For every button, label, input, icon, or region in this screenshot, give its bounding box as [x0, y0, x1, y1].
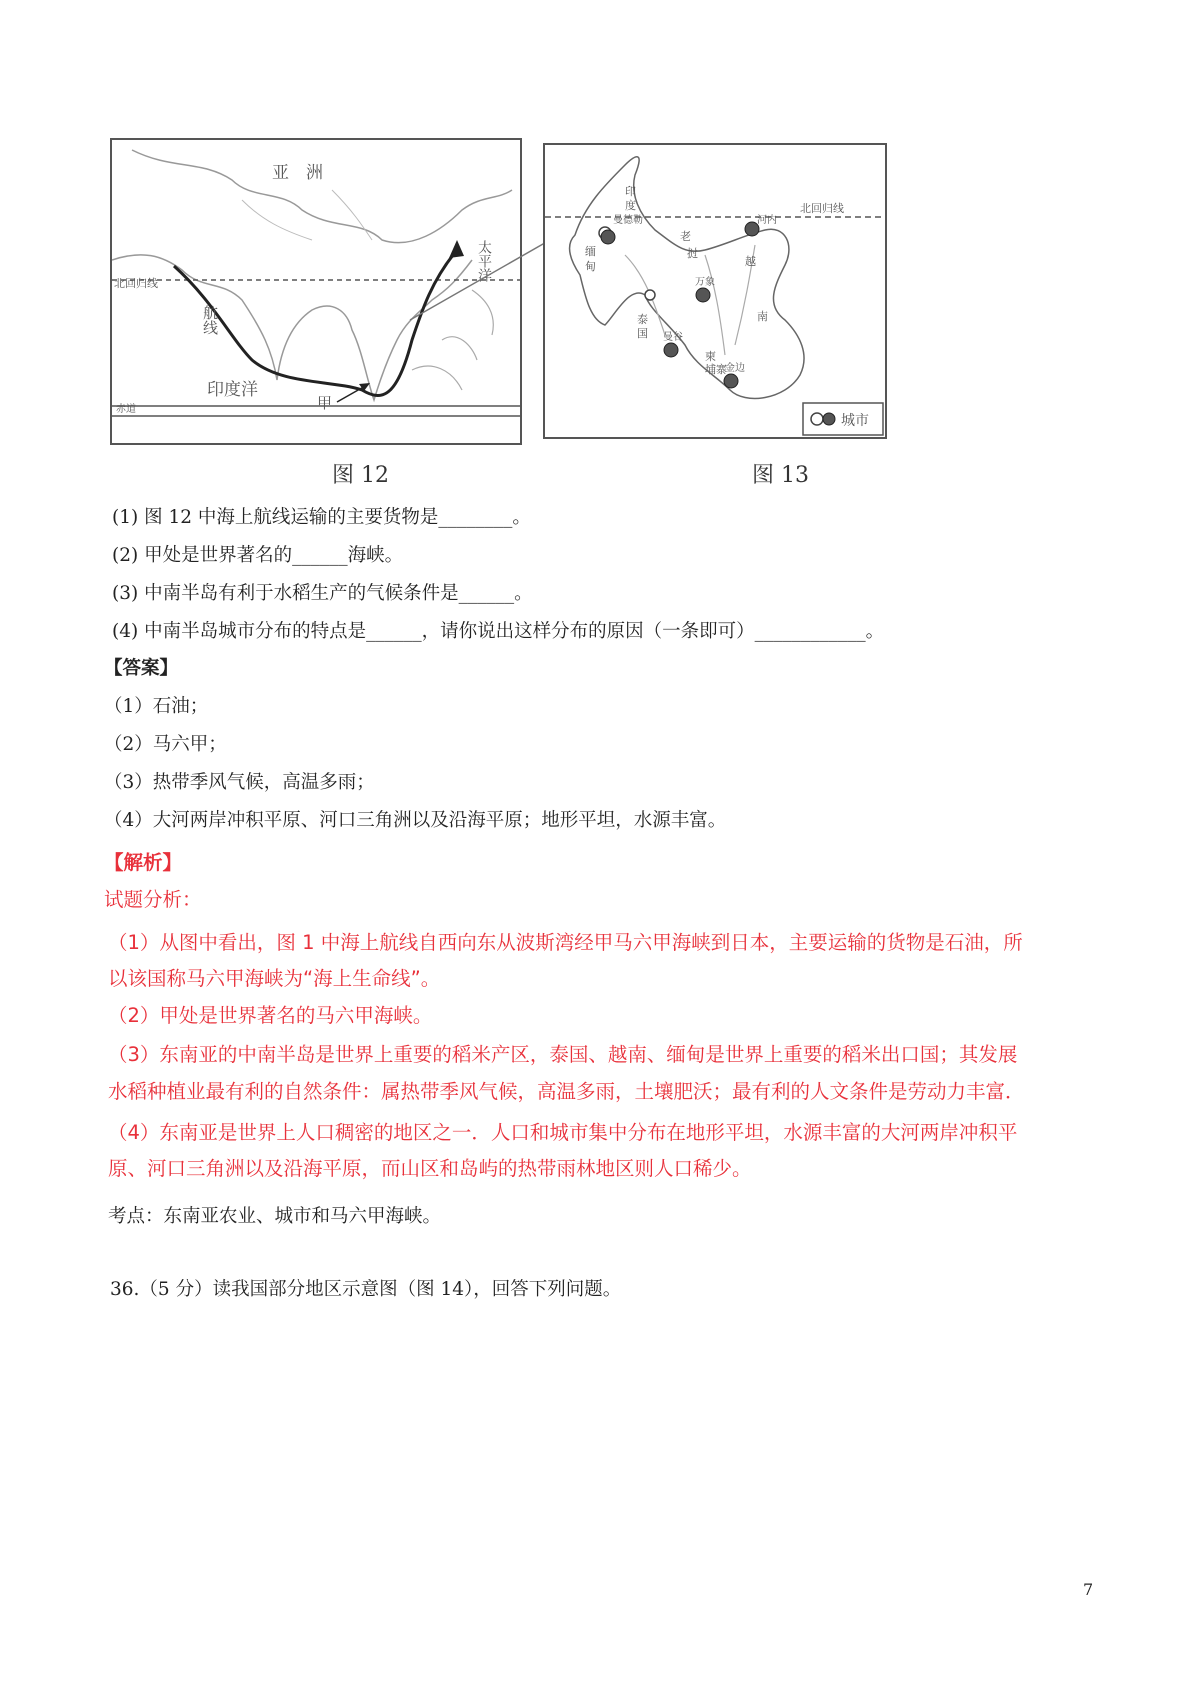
analysis-line: （1）从图中看出，图 1 中海上航线自西向东从波斯湾经甲马六甲海峡到日本，主要运输的货物是石油，所: [108, 931, 1023, 954]
label-country: 泰: [637, 313, 648, 326]
city-legend-icon: [811, 413, 823, 425]
analysis-line: 以该国称马六甲海峡为“海上生命线”。: [108, 967, 441, 990]
label-country: 越: [745, 255, 756, 268]
city-legend-icon: [823, 413, 835, 425]
label-country: 柬: [705, 350, 716, 363]
question-4: (4) 中南半岛城市分布的特点是______，请你说出这样分布的原因（一条即可）____________。: [112, 621, 885, 642]
question-1: (1) 图 12 中海上航线运输的主要货物是________。: [112, 507, 531, 528]
answer-3: （3）热带季风气候，高温多雨；: [104, 772, 375, 793]
answer-4: （4）大河两岸冲积平原、河口三角洲以及沿海平原；地形平坦，水源丰富。: [104, 810, 727, 831]
analysis-line: （3）东南亚的中南半岛是世界上重要的稻米产区，泰国、越南、缅甸是世界上重要的稻米出口国；其发展: [108, 1043, 1018, 1066]
analysis-line: （2）甲处是世界著名的马六甲海峡。: [108, 1004, 433, 1027]
page-number: 7: [1083, 1580, 1094, 1599]
label-country: 国: [637, 327, 648, 340]
city-marker: [696, 288, 710, 302]
analysis-heading: 【解析】: [104, 851, 183, 874]
label-country: 挝: [687, 247, 698, 260]
answer-2: （2）马六甲；: [104, 734, 227, 755]
label-tropic-13: 北回归线: [800, 202, 844, 215]
answer-heading: 【答案】: [104, 658, 179, 679]
city-marker: [724, 374, 738, 388]
label-city-4: 曼谷: [663, 332, 683, 343]
label-country: 印: [625, 185, 636, 198]
analysis-line: 水稻种植业最有利的自然条件：属热带季风气候，高温多雨，土壤肥沃；最有利的人文条件是劳动力丰富．: [108, 1080, 1025, 1103]
label-city-1: 曼德勒: [613, 215, 643, 226]
city-marker: [664, 343, 678, 357]
analysis-subheading: 试题分析：: [104, 888, 202, 911]
analysis-line: 原、河口三角洲以及沿海平原，而山区和岛屿的热带雨林地区则人口稀少。: [108, 1157, 752, 1180]
label-pacific: 太平洋: [476, 240, 492, 282]
label-equator: 赤道: [116, 404, 136, 415]
analysis-line: （4）东南亚是世界上人口稠密的地区之一．人口和城市集中分布在地形平坦，水源丰富的大河两岸冲积平: [108, 1121, 1018, 1144]
label-country: 南: [757, 310, 768, 323]
label-country: 缅: [585, 245, 596, 258]
legend-label: 城市: [841, 413, 869, 429]
city-marker: [601, 230, 615, 244]
label-route: 航线: [201, 305, 219, 335]
label-city-2: 河内: [757, 215, 777, 226]
label-country: 老: [680, 230, 691, 243]
question-3: (3) 中南半岛有利于水稻生产的气候条件是______。: [112, 583, 533, 604]
kaodian: 考点：东南亚农业、城市和马六甲海峡。: [108, 1206, 442, 1227]
label-country: 度: [625, 199, 636, 212]
label-tropic: 北回归线: [114, 277, 158, 290]
label-country: 埔寨: [705, 363, 727, 376]
answer-1: （1）石油；: [104, 696, 209, 717]
figure-13-caption: 图 13: [752, 463, 809, 488]
label-asia: 亚 洲: [272, 163, 323, 183]
label-city-3: 万象: [695, 277, 715, 288]
label-indian-ocean: 印度洋: [207, 380, 258, 400]
figure-13-map: [543, 143, 887, 439]
next-question: 36.（5 分）读我国部分地区示意图（图 14），回答下列问题。: [110, 1279, 622, 1300]
question-2: (2) 甲处是世界著名的______海峡。: [112, 545, 404, 566]
connector-line: [400, 230, 560, 330]
figure-12-caption: 图 12: [332, 463, 389, 488]
indochina-map: [545, 145, 885, 437]
label-country: 甸: [585, 260, 596, 273]
label-city-5: 金边: [725, 363, 745, 374]
label-jia: 甲: [317, 394, 333, 412]
